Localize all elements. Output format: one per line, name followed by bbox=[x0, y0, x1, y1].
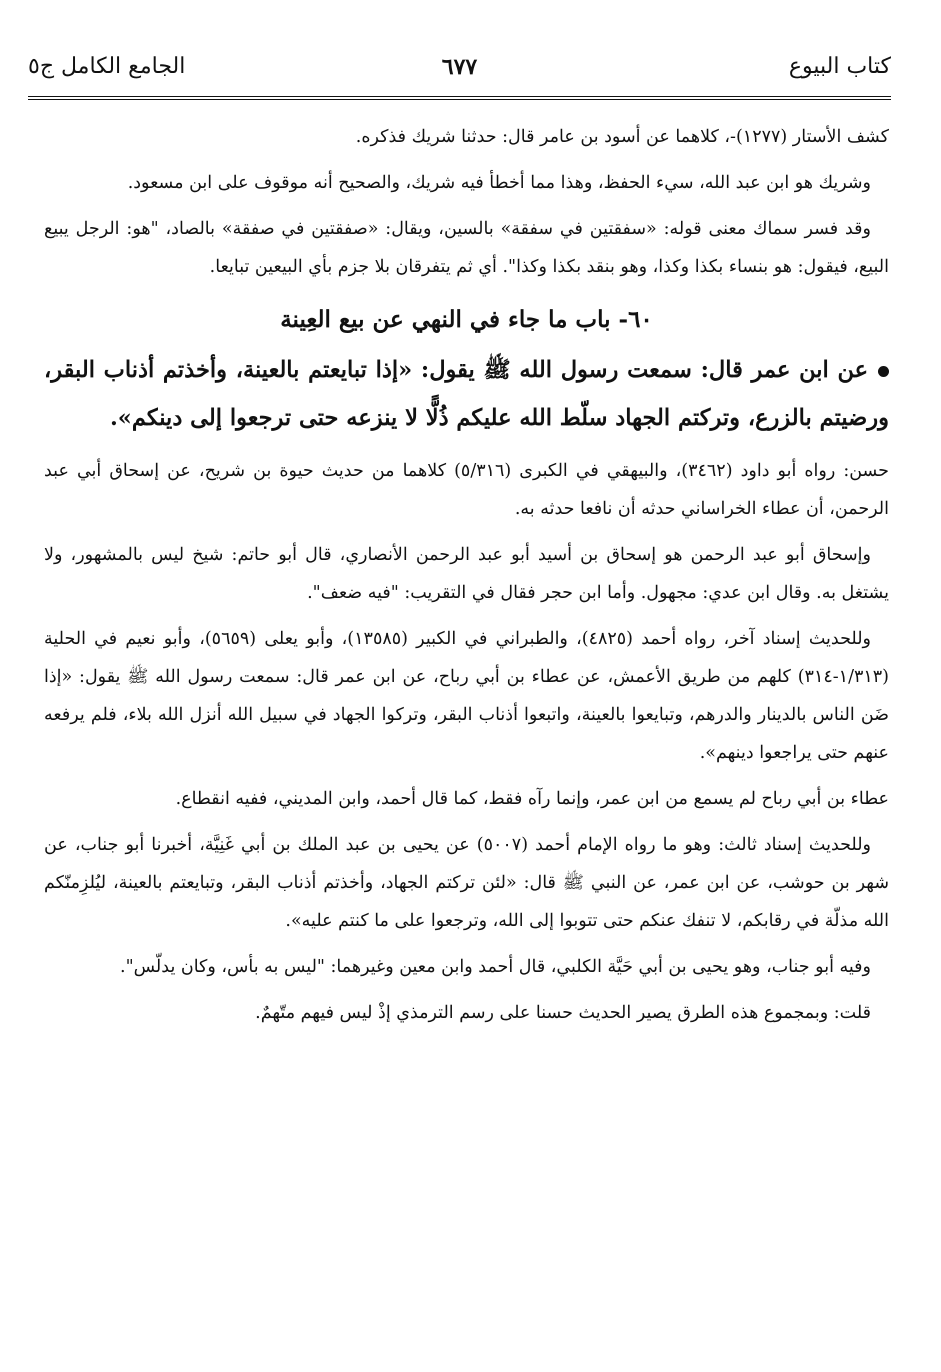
paragraph: كشف الأستار (١٢٧٧)-، كلاهما عن أسود بن عامر قال: حدثنا شريك فذكره. bbox=[355, 127, 889, 147]
commentary-paragraph: وفيه أبو جناب، وهو يحيى بن أبي حَيَّة الكلبي، قال أحمد وابن معين وغيرهما: "ليس به بأس، وكان يدلّس". bbox=[120, 957, 871, 977]
hadith-body: عن ابن عمر قال: سمعت رسول الله ﷺ يقول: «إذا تبايعتم بالعينة، وأخذتم أذناب البقر، ورضيتم بالزرع، وتركتم الجهاد سلّط الله عليكم ذُلًّا لا ينزعه حتى ترجعوا إلى دينكم». bbox=[44, 357, 889, 431]
commentary-paragraph: حسن: رواه أبو داود (٣٤٦٢)، والبيهقي في الكبرى (٥/٣١٦) كلاهما من حديث حيوة بن شريح، عن إسحاق أبي عبد الرحمن، أن عطاء الخراساني حدثه أن نافعا حدثه به. bbox=[44, 461, 889, 519]
collection-title: الجامع الكامل ج٥ bbox=[28, 54, 186, 79]
header-divider bbox=[28, 96, 891, 100]
commentary-paragraph: وللحديث إسناد آخر، رواه أحمد (٤٨٢٥)، والطبراني في الكبير (١٣٥٨٥)، وأبو يعلى (٥٦٥٩)، وأبو نعيم في الحلية (١/٣١٣-٣١٤) كلهم من طريق الأعمش، عن عطاء بن أبي رباح، عن ابن عمر قال: سمعت رسول الله ﷺ يقول: «إذا ضَن الناس بالدينار والدرهم، وتبايعوا بالعينة، واتبعوا أذناب البقر، وتركوا الجهاد في سبيل الله أنزل الله بلاء، فلم يرفعه عنهم حتى يراجعوا دينهم». bbox=[44, 629, 889, 763]
commentary-paragraph: عطاء بن أبي رباح لم يسمع من ابن عمر، وإنما رآه فقط، كما قال أحمد، وابن المديني، ففيه انقطاع. bbox=[175, 789, 889, 809]
commentary-paragraph: قلت: وبمجموع هذه الطرق يصير الحديث حسنا على رسم الترمذي إذْ ليس فيهم متّهمٌ. bbox=[255, 1003, 871, 1023]
chapter-title: ٦٠- باب ما جاء في النهي عن بيع العِينة bbox=[280, 306, 653, 333]
commentary-paragraph: وإسحاق أبو عبد الرحمن هو إسحاق بن أسيد أبو عبد الرحمن الأنصاري، قال أبو حاتم: شيخ ليس بالمشهور، ولا يشتغل به. وقال ابن عدي: مجهول. وأما ابن حجر فقال في التقريب: "فيه ضعف". bbox=[44, 545, 889, 603]
hadith-text bbox=[44, 346, 889, 442]
paragraph: وشريك هو ابن عبد الله، سيء الحفظ، وهذا مما أخطأ فيه شريك، والصحيح أنه موقوف على ابن مسعود. bbox=[127, 173, 871, 193]
page-body bbox=[44, 118, 889, 1040]
running-header bbox=[28, 46, 891, 92]
commentary-paragraph: وللحديث إسناد ثالث: وهو ما رواه الإمام أحمد (٥٠٠٧) عن يحيى بن عبد الملك بن أبي غَنِيَّة، أخبرنا أبو جناب، عن شهر بن حوشب، عن ابن عمر، عن النبي ﷺ قال: «لئن تركتم الجهاد، وأخذتم أذناب البقر، وتبايعتم بالعينة، ليُلزِمنّكم الله مذلّة في رقابكم، لا تنفك عنكم حتى تتوبوا إلى الله، وترجعوا على ما كنتم عليه». bbox=[44, 835, 889, 931]
bullet-icon bbox=[878, 366, 889, 377]
book-title: كتاب البيوع bbox=[788, 54, 891, 79]
page-number: ٦٧٧ bbox=[441, 54, 478, 80]
paragraph: وقد فسر سماك معنى قوله: «سفقتين في سفقة» بالسين، ويقال: «صفقتين في صفقة» بالصاد، "هو: الرجل يبيع البيع، فيقول: هو بنساء بكذا وكذا، وهو بنقد بكذا وكذا". أي ثم يتفرقان بلا جزم بأي البيعين تبايعا. bbox=[44, 219, 889, 277]
